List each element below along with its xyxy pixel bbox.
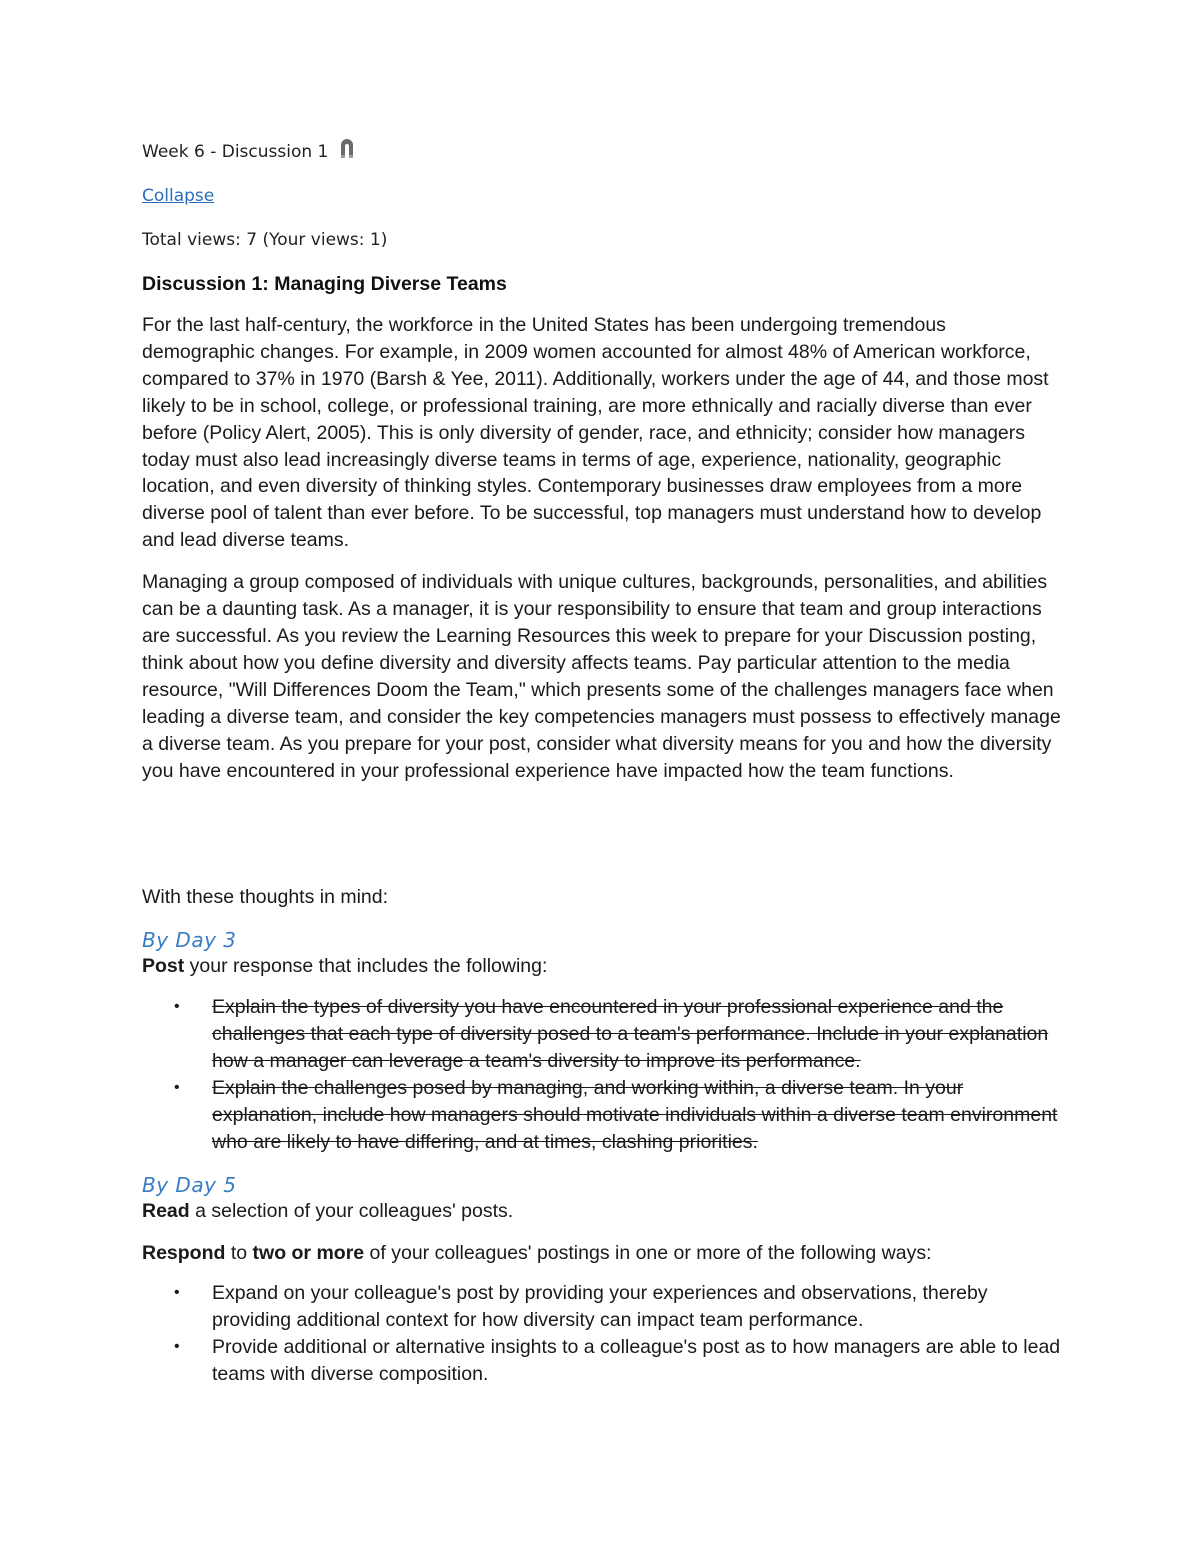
bullet-icon: • bbox=[174, 1284, 180, 1302]
bullet-icon: • bbox=[174, 998, 180, 1016]
list-item bbox=[142, 1075, 1062, 1156]
respond-connector: to bbox=[225, 1241, 253, 1264]
list-item bbox=[142, 994, 1062, 1075]
day5-read-line bbox=[142, 1198, 1062, 1225]
requirement-text: Explain the types of diversity you have encountered in your professional experience and the challenges that each type of diversity posed to a team's performance. Include in your explanation how a manager can leverage a team's diversity to improve its performance. bbox=[212, 996, 1049, 1073]
read-keyword: Read bbox=[142, 1199, 190, 1222]
day3-requirements-list bbox=[142, 994, 1062, 1155]
day5-respond-line bbox=[142, 1240, 1062, 1267]
day5-heading: By Day 5 bbox=[142, 1172, 237, 1197]
document-page bbox=[142, 140, 1062, 1388]
respond-quantity: two or more bbox=[252, 1241, 365, 1264]
response-option-text: Expand on your colleague's post by providing your experiences and observations, thereby providing additional context for how diversity can impact team performance. bbox=[212, 1282, 988, 1332]
discussion-title: Discussion 1: Managing Diverse Teams bbox=[142, 273, 507, 295]
day5-response-list bbox=[142, 1280, 1062, 1388]
respond-instruction: of your colleagues' postings in one or more of the following ways: bbox=[364, 1241, 932, 1264]
discussion-header bbox=[142, 140, 1062, 164]
collapse-link[interactable]: Collapse bbox=[142, 186, 215, 206]
view-count: Total views: 7 (Your views: 1) bbox=[142, 230, 388, 250]
response-option-text: Provide additional or alternative insights to a colleague's post as to how managers are able to lead teams with diverse composition. bbox=[212, 1336, 1061, 1386]
magnet-icon bbox=[338, 136, 356, 160]
discussion-header-title: Week 6 - Discussion 1 bbox=[142, 142, 329, 162]
list-item bbox=[142, 1334, 1062, 1388]
day3-post-line bbox=[142, 953, 1062, 980]
bullet-icon: • bbox=[174, 1338, 180, 1356]
intro-paragraph: For the last half-century, the workforce in the United States has been undergoing tremendous demographic changes. For example, in 2009 women accounted for almost 48% of American workforce, compared to 37% in 1970 (Barsh & Yee, 2011). Additionally, workers under the age of 44, and those most likely to be in school, college, or professional training, are more ethnically and racially diverse than ever before (Policy Alert, 2005). This is only diversity of gender, race, and ethnicity; consider how managers today must also lead increasingly diverse teams in terms of age, experience, nationality, geographic location, and even diversity of thinking styles. Contemporary businesses draw employees from a more diverse pool of talent than ever before. To be successful, top managers must understand how to develop and lead diverse teams. bbox=[142, 314, 1049, 552]
respond-keyword: Respond bbox=[142, 1241, 226, 1264]
post-instruction: your response that includes the following: bbox=[184, 955, 548, 978]
list-item bbox=[142, 1280, 1062, 1334]
requirement-text: Explain the challenges posed by managing, and working within, a diverse team. In your explanation, include how managers should motivate individuals within a diverse team environment who are likely to have differing, and at times, clashing priorities. bbox=[212, 1076, 1058, 1153]
instructions-paragraph: Managing a group composed of individuals with unique cultures, backgrounds, personalities, and abilities can be a daunting task. As a manager, it is your responsibility to ensure that team and group interactions are successful. As you review the Learning Resources this week to prepare for your Discussion posting, think about how you define diversity and diversity affects teams. Pay particular attention to the media resource, "Will Differences Doom the Team," which presents some of the challenges managers face when leading a diverse team, and consider the key competencies managers must possess to effectively manage a diverse team. As you prepare for your post, consider what diversity means for you and how the diversity you have encountered in your professional experience have impacted how the team functions. bbox=[142, 571, 1061, 782]
day3-heading: By Day 3 bbox=[142, 928, 237, 953]
post-keyword: Post bbox=[142, 955, 185, 978]
read-instruction: a selection of your colleagues' posts. bbox=[189, 1199, 514, 1222]
thoughts-line: With these thoughts in mind: bbox=[142, 886, 389, 909]
bullet-icon: • bbox=[174, 1078, 180, 1096]
